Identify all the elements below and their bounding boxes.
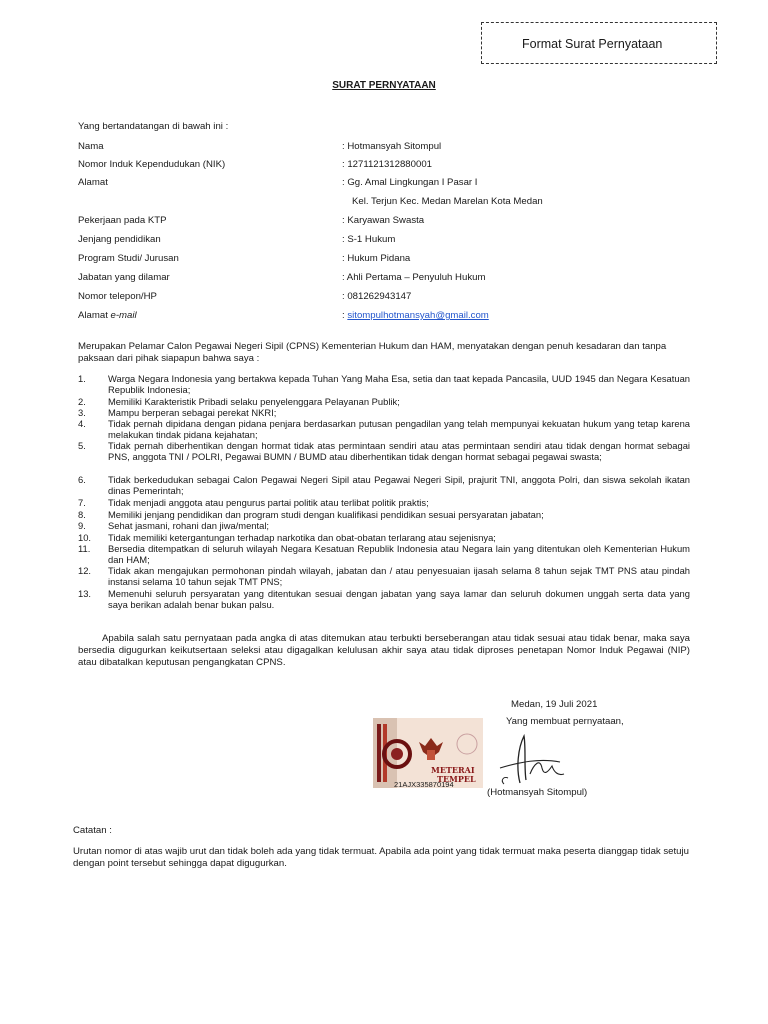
list-item-text: Warga Negara Indonesia yang bertakwa kepada Tuhan Yang Maha Esa, setia dan taat kepada Pancasila, UUD 1945 dan Negara Kesatuan Republik Indonesia; <box>108 373 690 395</box>
list-item-text: Tidak akan mengajukan permohonan pindah wilayah, jabatan dan / atau penyesuaian ijasah selama 8 tahun sejak TMT PNS atau pindah instansi selama 10 tahun sejak TMT PNS; <box>108 565 690 587</box>
field-value-telepon: : 081262943147 <box>342 291 412 302</box>
field-label-email <box>78 310 137 321</box>
list-item-text: Bersedia ditempatkan di seluruh wilayah Negara Kesatuan Republik Indonesia atau Negara lain yang ditentukan oleh Kementerian Hukum dan HAM; <box>108 543 690 565</box>
field-value-jenjang: : S-1 Hukum <box>342 234 396 245</box>
notes-heading: Catatan : <box>73 825 112 836</box>
list-item-number: 1. <box>78 373 86 384</box>
field-label-alamat: Alamat <box>78 177 108 188</box>
list-item-number: 8. <box>78 509 86 520</box>
closing-paragraph: Apabila salah satu pernyataan pada angka di atas ditemukan atau terbukti berseberangan atau tidak sesuai atau tidak benar, maka saya bersedia digugurkan keikutsertaan seleksi atau digagalkan kelulusan akhir saya atau tidak diproses penetapan Nomor Induk Pegawai (NIP) atau dibatalkan keputusan pengangkatan CPNS. <box>78 633 690 668</box>
statement-intro: Merupakan Pelamar Calon Pegawai Negeri Sipil (CPNS) Kementerian Hukum dan HAM, menyatakan dengan penuh kesadaran dan tanpa paksaan dari pihak siapapun bahwa saya : <box>78 341 667 364</box>
email-label-prefix: Alamat <box>78 310 111 321</box>
list-item-text: Tidak menjadi anggota atau pengurus partai politik atau terlibat politik praktis; <box>108 497 429 508</box>
field-label-prodi: Program Studi/ Jurusan <box>78 253 179 264</box>
handwritten-signature <box>490 728 570 788</box>
field-label-pekerjaan: Pekerjaan pada KTP <box>78 215 167 226</box>
list-item-number: 9. <box>78 520 86 531</box>
field-label-jenjang: Jenjang pendidikan <box>78 234 161 245</box>
stamp-serial: 21AJX335870194 <box>394 780 454 789</box>
list-item-number: 6. <box>78 474 86 485</box>
signer-name: (Hotmansyah Sitompul) <box>487 787 588 798</box>
field-label-nama: Nama <box>78 141 104 152</box>
list-item-number: 5. <box>78 440 86 451</box>
list-item-text: Sehat jasmani, rohani dan jiwa/mental; <box>108 520 270 531</box>
list-item-number: 12. <box>78 565 92 576</box>
stamp-line1: METERAI <box>431 765 475 775</box>
format-label: Format Surat Pernyataan <box>522 37 663 51</box>
list-item-number: 4. <box>78 418 86 429</box>
email-label-italic: e-mail <box>110 310 137 321</box>
maker-label: Yang membuat pernyataan, <box>506 716 624 727</box>
list-item-text: Memenuhi seluruh persyaratan yang ditentukan sesuai dengan jabatan yang saya lamar dan seluruh dokumen unggah serta data yang saya berikan adalah benar bukan palsu. <box>108 588 690 610</box>
field-value-prodi: : Hukum Pidana <box>342 253 411 264</box>
meterai-stamp <box>373 718 483 788</box>
field-label-jabatan: Jabatan yang dilamar <box>78 272 170 283</box>
list-item-number: 7. <box>78 497 86 508</box>
list-item-number: 11. <box>78 543 91 554</box>
list-item-text: Mampu berperan sebagai perekat NKRI; <box>108 407 277 418</box>
field-value-jabatan: : Ahli Pertama – Penyuluh Hukum <box>342 272 486 283</box>
notes-text: Urutan nomor di atas wajib urut dan tidak boleh ada yang tidak termuat. Apabila ada point yang tidak termuat maka peserta dianggap tidak setuju dengan point tersebut sehingga dapat digugurkan. <box>73 846 689 869</box>
list-item-number: 3. <box>78 407 86 418</box>
field-value-pekerjaan: : Karyawan Swasta <box>342 215 425 226</box>
format-label-box <box>481 22 717 64</box>
email-link[interactable]: sitompulhotmansyah@gmail.com <box>347 310 489 321</box>
field-value-email <box>342 310 489 321</box>
list-item-number: 2. <box>78 396 86 407</box>
document-title: SURAT PERNYATAAN <box>332 80 436 91</box>
field-label-nik: Nomor Induk Kependudukan (NIK) <box>78 159 226 170</box>
field-value-nik: : 1271121312880001 <box>342 159 432 170</box>
list-item-text: Tidak pernah diberhentikan dengan hormat tidak atas permintaan sendiri atau atas permintaan sendiri atau tidak dengan hormat sebagai PNS, anggota TNI / POLRI, Pegawai BUMN / BUMD atau diberhentikan tidak dengan hormat sebagai pegawai swasta; <box>108 440 690 462</box>
list-item-text: Tidak pernah dipidana dengan pidana penjara berdasarkan putusan pengadilan yang telah mempunyai kekuatan hukum yang tetap karena melakukan tindak pidana kejahatan; <box>108 418 690 440</box>
field-value-nama: : Hotmansyah Sitompul <box>342 141 442 152</box>
place-date: Medan, 19 Juli 2021 <box>511 699 598 710</box>
intro-text: Yang bertandatangan di bawah ini : <box>78 121 229 132</box>
field-value-alamat: : Gg. Amal Lingkungan I Pasar I <box>342 177 478 188</box>
email-colon: : <box>342 310 348 321</box>
list-item-text: Tidak memiliki ketergantungan terhadap narkotika dan obat-obatan terlarang atau sejenisnya; <box>108 532 496 543</box>
list-item-text: Tidak berkedudukan sebagai Calon Pegawai Negeri Sipil atau Pegawai Negeri Sipil, prajurit TNI, anggota Polri, dan siswa sekolah ikatan dinas Pemerintah; <box>108 474 690 496</box>
list-item-text: Memiliki Karakteristik Pribadi selaku penyelenggara Pelayanan Publik; <box>108 396 400 407</box>
field-value-alamat-line2: Kel. Terjun Kec. Medan Marelan Kota Medan <box>352 196 543 207</box>
list-item-text: Memiliki jenjang pendidikan dan program studi dengan kualifikasi pendidikan sesuai persyaratan jabatan; <box>108 509 544 520</box>
field-label-telepon: Nomor telepon/HP <box>78 291 157 302</box>
list-item-number: 10. <box>78 532 92 543</box>
stamp-line2: TEMPEL <box>437 774 476 784</box>
list-item-number: 13. <box>78 588 92 599</box>
